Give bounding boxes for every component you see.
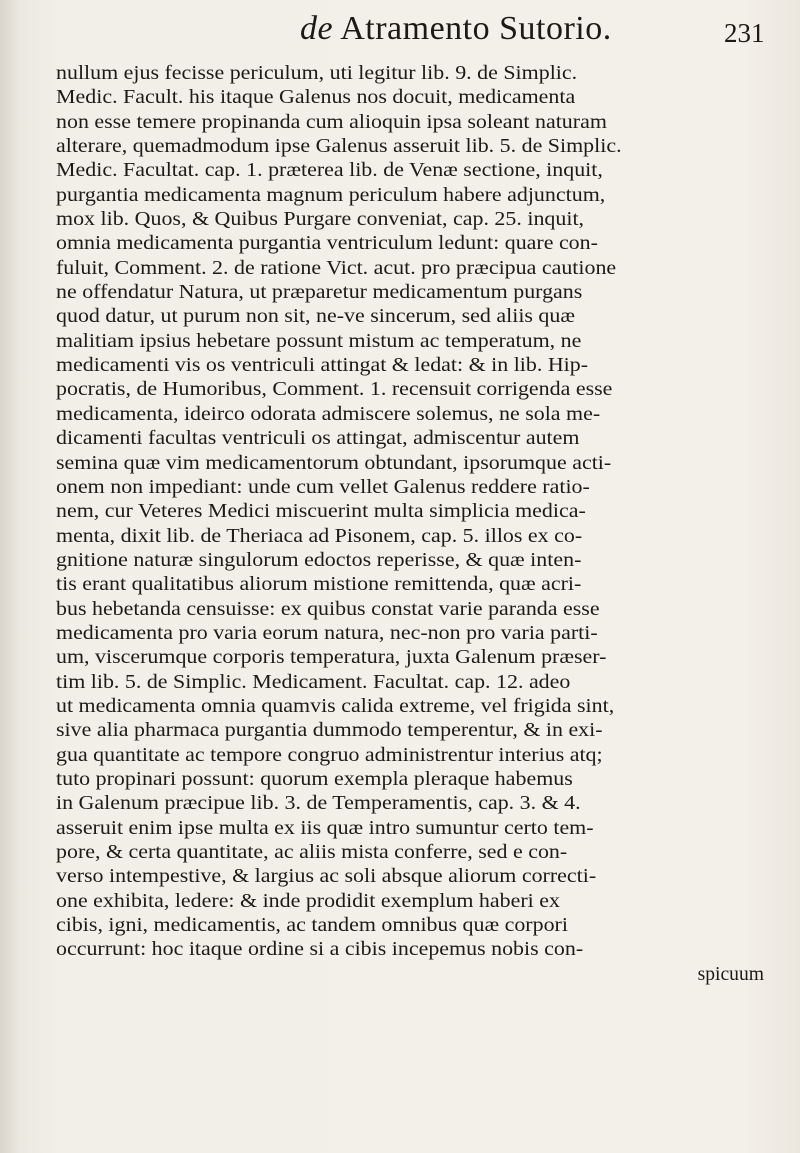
text-line: ut medicamenta omnia quamvis calida extreme, vel frigida sint, [56, 695, 615, 717]
text-line: semina quæ vim medicamentorum obtundant, ipsorumque acti- [56, 452, 612, 474]
text-line: omnia medicamenta purgantia ventriculum ledunt: quare con- [56, 233, 598, 255]
text-line: cibis, igni, medicamentis, ac tandem omnibus quæ corpori [56, 915, 568, 937]
text-line: pocratis, de Humoribus, Comment. 1. recensuit corrigenda esse [56, 379, 613, 401]
text-line: fuluit, Comment. 2. de ratione Vict. acut. pro præcipua cautione [56, 257, 617, 279]
text-line: tim lib. 5. de Simplic. Medicament. Facultat. cap. 12. adeo [56, 671, 571, 693]
text-line: malitiam ipsius hebetare possunt mistum ac temperatum, ne [56, 330, 582, 352]
text-line: sive alia pharmaca purgantia dummodo temperentur, & in exi- [56, 720, 603, 742]
text-line: verso intempestive, & largius ac soli absque aliorum correcti- [56, 866, 597, 888]
text-line: gua quantitate ac tempore congruo administrentur interius atq; [56, 744, 603, 766]
text-line: menta, dixit lib. de Theriaca ad Pisonem, cap. 5. illos ex co- [56, 525, 583, 547]
text-line: one exhibita, ledere: & inde prodidit exemplum haberi ex [56, 890, 560, 912]
text-line: occurrunt: hoc itaque ordine si a cibis incepemus nobis con- [56, 939, 584, 961]
text-line: non esse temere propinanda cum alioquin ipsa soleant naturam [56, 111, 607, 133]
text-line: pore, & certa quantitate, ac aliis mista conferre, sed e con- [56, 842, 568, 863]
running-title-prefix: de [300, 10, 334, 47]
text-line: nem, cur Veteres Medici miscuerint multa simplicia medica- [56, 501, 586, 523]
text-line: Medic. Facult. his itaque Galenus nos docuit, medicamenta [56, 87, 576, 109]
running-title [300, 10, 612, 48]
text-line: alterare, quemadmodum ipse Galenus asseruit lib. 5. de Simplic. [56, 136, 622, 158]
text-line: dicamenti facultas ventriculi os attingat, admiscentur autem [56, 428, 580, 450]
text-line: tis erant qualitatibus aliorum mistione remittenda, quæ acri- [56, 574, 582, 596]
text-line: um, viscerumque corporis temperatura, juxta Galenum præser- [56, 647, 607, 669]
text-line: ne offendatur Natura, ut præparetur medicamentum purgans [56, 282, 583, 304]
text-line: asseruit enim ipse multa ex iis quæ intro sumuntur certo tem- [56, 817, 594, 839]
text-line: purgantia medicamenta magnum periculum habere adjunctum, [56, 184, 606, 206]
text-line: medicamenta pro varia eorum natura, nec-non pro varia parti- [56, 622, 598, 644]
text-line: medicamenti vis os ventriculi attingat & ledat: & in lib. Hip- [56, 355, 589, 377]
body-text [56, 62, 764, 987]
text-line: nullum ejus fecisse periculum, uti legitur lib. 9. de Simplic. [56, 63, 578, 84]
text-line: in Galenum præcipue lib. 3. de Temperamentis, cap. 3. & 4. [56, 793, 581, 815]
text-line: tuto propinari possunt: quorum exempla pleraque habemus [56, 768, 573, 790]
text-line: quod datur, ut purum non sit, ne-ve sincerum, sed aliis quæ [56, 306, 576, 328]
text-line: bus hebetanda censuisse: ex quibus constat varie paranda esse [56, 598, 600, 620]
text-line: mox lib. Quos, & Quibus Purgare conveniat, cap. 25. inquit, [56, 209, 585, 231]
catchword: spicuum [697, 963, 764, 985]
text-line: gnitione naturæ singulorum edoctos reperisse, & quæ inten- [56, 549, 582, 571]
running-header [0, 4, 800, 56]
running-title-main: Atramento Sutorio. [340, 10, 612, 47]
page-number: 231 [724, 18, 765, 48]
text-line: onem non impediant: unde cum vellet Galenus reddere ratio- [56, 476, 590, 498]
text-line: medicamenta, ideirco odorata admiscere solemus, ne sola me- [56, 403, 601, 425]
text-line: Medic. Facultat. cap. 1. præterea lib. de Venæ sectione, inquit, [56, 160, 603, 182]
